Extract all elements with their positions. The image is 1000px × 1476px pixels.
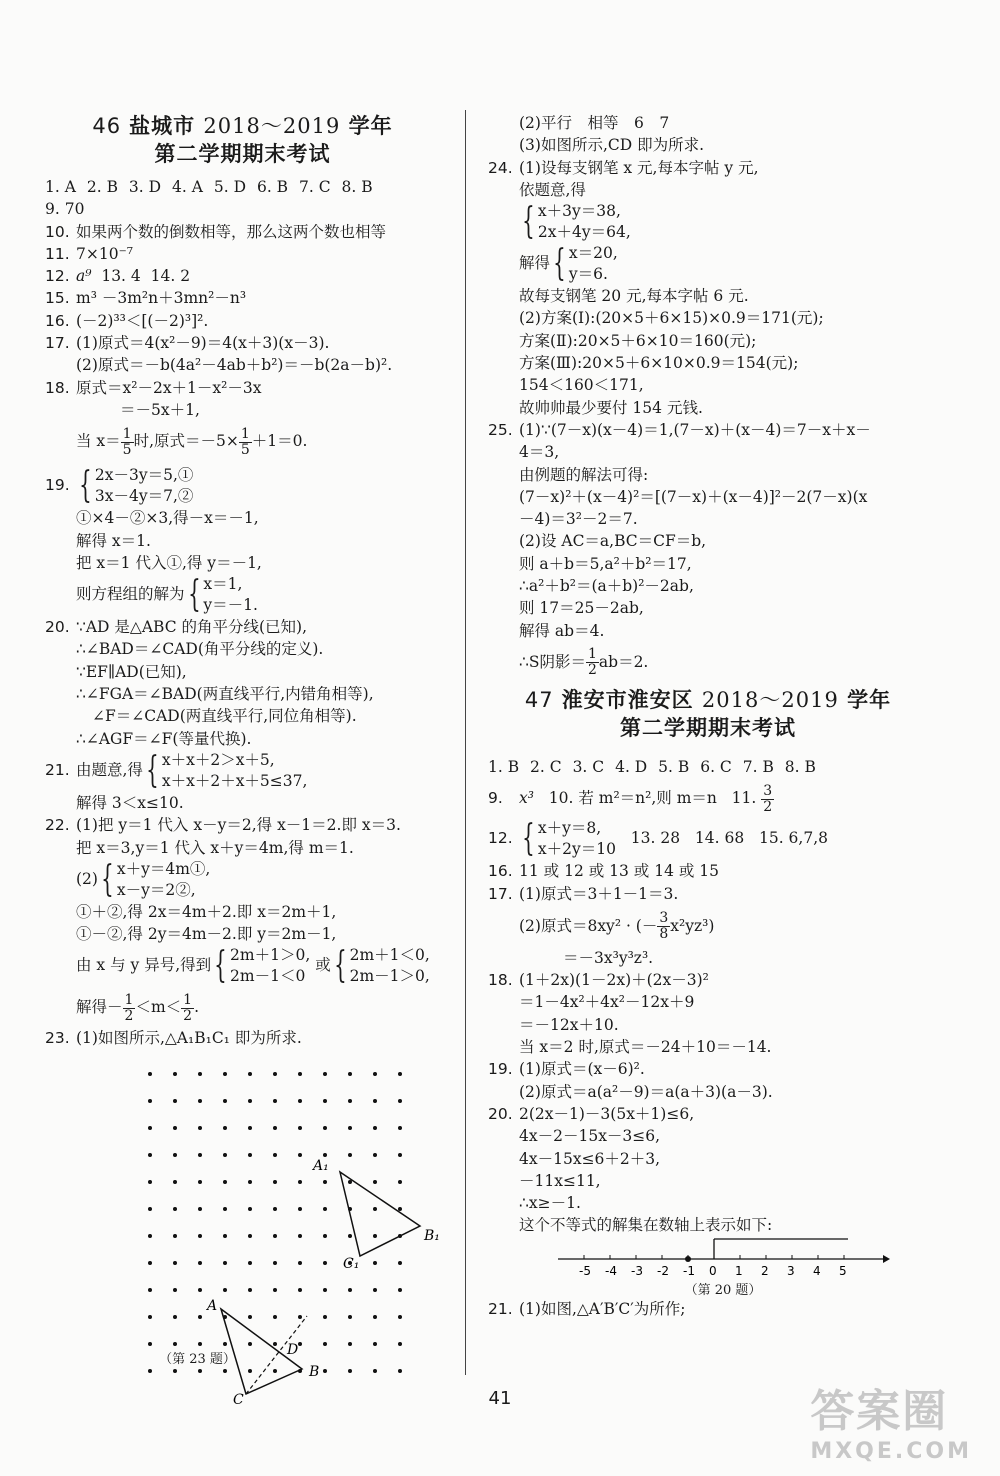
- grid-dot: [223, 1261, 227, 1265]
- grid-dot: [223, 1126, 227, 1130]
- grid-dot: [198, 1153, 202, 1157]
- grid-dot: [398, 1180, 402, 1184]
- grid-dot: [298, 1207, 302, 1211]
- svg-text:D: D: [287, 1341, 299, 1358]
- grid-dot: [198, 1099, 202, 1103]
- grid-dot: [148, 1288, 152, 1292]
- axis-tick-label: -1: [683, 1263, 695, 1278]
- grid-dot: [373, 1207, 377, 1211]
- grid-dot: [248, 1126, 252, 1130]
- axis-tick-label: -3: [631, 1263, 643, 1278]
- grid-dot: [173, 1342, 177, 1346]
- axis-tick-label: 2: [761, 1263, 769, 1278]
- grid-dot: [148, 1207, 152, 1211]
- answer-24h: 154＜160＜171,: [519, 376, 644, 395]
- grid-dot: [248, 1315, 252, 1319]
- axis-tick-label: -2: [657, 1263, 669, 1278]
- answer-18c: 当 x＝ $\frac{1}{5}$ 时,原式＝－5× $\frac{1}{5}$ ＋1＝0.: [76, 425, 308, 458]
- answer-19c: 把 x＝1 代入①,得 y＝－1,: [76, 553, 262, 572]
- title-suffix: 学年: [348, 113, 393, 138]
- grid-dot: [323, 1315, 327, 1319]
- grid-dot: [173, 1315, 177, 1319]
- axis-tick-label: 5: [839, 1263, 847, 1278]
- grid-dot: [373, 1342, 377, 1346]
- grid-dot: [148, 1315, 152, 1319]
- grid-dot: [348, 1234, 352, 1238]
- answer-23-3: (3)如图所示,CD 即为所求.: [519, 136, 705, 155]
- answer-25i: 则 17＝25－2ab,: [519, 599, 644, 618]
- title-place: 盐城市: [129, 113, 196, 138]
- grid-dot: [148, 1261, 152, 1265]
- answer-47-18c: ＝－12x＋10.: [519, 1015, 619, 1034]
- grid-dot: [273, 1207, 277, 1211]
- watermark-logo: 答案圈 MXQE.COM: [810, 1386, 972, 1464]
- grid-dot: [398, 1369, 402, 1373]
- answer-24i: 故帅帅最少要付 154 元钱.: [519, 398, 703, 417]
- grid-dot: [248, 1180, 252, 1184]
- figure-20-caption: （第 20 题）: [684, 1282, 762, 1298]
- answer-24a: 24. (1)设每支钢笔 x 元,每本字帖 y 元,: [488, 158, 759, 177]
- answer-15: 15. m³ －3m²n＋3mn²－n³: [45, 289, 247, 308]
- grid-dot: [373, 1369, 377, 1373]
- grid-dot: [248, 1261, 252, 1265]
- answer-24f: 方案(Ⅱ):20×5＋6×10＝160(元);: [519, 331, 757, 350]
- grid-dot: [223, 1153, 227, 1157]
- svg-text:B: B: [309, 1363, 320, 1380]
- axis-tick-label: 0: [709, 1263, 717, 1278]
- answer-47-16: 16. 11 或 12 或 13 或 14 或 15: [488, 862, 720, 881]
- mc-answer: 1. A: [45, 178, 76, 196]
- section-46-title: [45, 112, 440, 140]
- mc-answers-row-47: [488, 756, 928, 778]
- grid-dot: [198, 1072, 202, 1076]
- grid-dot: [198, 1342, 202, 1346]
- grid-dot: [348, 1153, 352, 1157]
- grid-dot: [223, 1207, 227, 1211]
- answer-47-19a: 19. (1)原式＝(x－6)².: [488, 1060, 645, 1079]
- answer-22d: ①＋②,得 2x＝4m＋2.即 x＝2m＋1,: [76, 902, 337, 921]
- grid-dot: [348, 1072, 352, 1076]
- grid-dot: [223, 1180, 227, 1184]
- grid-dot: [223, 1234, 227, 1238]
- answer-22a: 22. (1)把 y＝1 代入 x－y＝2,得 x－1＝2.即 x＝3.: [45, 816, 401, 835]
- grid-dot: [298, 1288, 302, 1292]
- grid-dot: [223, 1288, 227, 1292]
- answer-24d: 故每支钢笔 20 元,每本字帖 6 元.: [519, 287, 749, 306]
- answer-24e: (2)方案(Ⅰ):(20×5＋6×15)×0.9＝171(元);: [519, 309, 824, 328]
- grid-dot: [148, 1126, 152, 1130]
- grid-dot: [373, 1315, 377, 1319]
- grid-dot: [273, 1180, 277, 1184]
- grid-dot: [398, 1288, 402, 1292]
- grid-dot: [248, 1099, 252, 1103]
- answer-20c: ∵EF∥AD(已知),: [76, 662, 187, 681]
- mc-answers-row: [45, 176, 440, 198]
- right-column: [488, 112, 928, 1320]
- grid-dot: [148, 1072, 152, 1076]
- grid-dot: [173, 1261, 177, 1265]
- title-year: 2018～2019: [203, 114, 341, 138]
- grid-dot: [148, 1153, 152, 1157]
- column-divider: [465, 110, 466, 1375]
- grid-dot: [198, 1288, 202, 1292]
- grid-dot: [173, 1126, 177, 1130]
- answer-47-17b: (2)原式＝8xy² · (－ $\frac{3}{8}$ x²yz³): [519, 910, 715, 943]
- solution-endpoint: [685, 1256, 691, 1262]
- grid-dot: [173, 1072, 177, 1076]
- answer-22e: ①－②,得 2y＝4m－2.即 y＝2m－1,: [76, 925, 337, 944]
- mc-answer: 2. B: [86, 178, 118, 196]
- grid-dot: [248, 1369, 252, 1373]
- grid-dot: [273, 1288, 277, 1292]
- answer-25a: 25. (1)∵(7－x)(x－4)＝1,(7－x)＋(x－4)＝7－x＋x－: [488, 420, 871, 439]
- mc-answer: 8. B: [341, 178, 373, 196]
- grid-dot: [273, 1153, 277, 1157]
- answer-20d: ∴∠FGA＝∠BAD(两直线平行,内错角相等),: [76, 685, 374, 704]
- axis-tick-label: -5: [579, 1263, 591, 1278]
- answer-19-system: 19. { 2x－3y＝5,① 3x－4y＝7,②: [45, 465, 194, 507]
- svg-text:C₁: C₁: [343, 1255, 360, 1272]
- grid-dot: [298, 1072, 302, 1076]
- grid-dot: [398, 1099, 402, 1103]
- grid-dot: [398, 1207, 402, 1211]
- section-number: 47: [524, 687, 554, 712]
- grid-dot: [173, 1207, 177, 1211]
- answer-23: 23. (1)如图所示,△A₁B₁C₁ 即为所求.: [45, 1029, 302, 1048]
- grid-dot: [148, 1099, 152, 1103]
- answer-16: 16. (－2)³³＜[(－2)³]².: [45, 311, 209, 330]
- grid-dot: [323, 1288, 327, 1292]
- answer-24-system: { x＋3y＝38, 2x＋4y＝64,: [522, 201, 631, 243]
- axis-tick-label: 1: [735, 1263, 743, 1278]
- grid-dot: [198, 1315, 202, 1319]
- grid-dot: [373, 1234, 377, 1238]
- mc-answer: 3. D: [128, 178, 162, 196]
- grid-dot: [223, 1369, 227, 1373]
- grid-dot: [198, 1234, 202, 1238]
- section-number: 46: [92, 114, 122, 138]
- answer-21b: 解得 3＜x≤10.: [76, 793, 184, 812]
- answer-20a: 20. ∵AD 是△ABC 的角平分线(已知),: [45, 618, 308, 637]
- mc-answer: 6. B: [256, 178, 289, 196]
- grid-dot: [148, 1234, 152, 1238]
- svg-text:B₁: B₁: [424, 1227, 440, 1244]
- grid-dot: [273, 1099, 277, 1103]
- answer-22j: 解得－ $\frac{1}{2}$ ＜m＜ $\frac{1}{2}$ .: [76, 991, 199, 1024]
- answer-18b: ＝－5x＋1,: [120, 400, 200, 419]
- answer-22f: 由 x 与 y 异号,得到{ 2m＋1＞0, 2m－1＜0 或{ 2m＋1＜0, 2m－1＞0,: [76, 945, 430, 987]
- grid-dot: [398, 1126, 402, 1130]
- grid-dot: [298, 1126, 302, 1130]
- answer-17a: 17. (1)原式＝4(x²－9)＝4(x＋3)(x－3).: [45, 334, 330, 353]
- grid-dot: [173, 1180, 177, 1184]
- answer-47-19b: (2)原式＝a(a²－9)＝a(a＋3)(a－3).: [519, 1082, 773, 1101]
- grid-dot: [298, 1153, 302, 1157]
- answer-24g: 方案(Ⅲ):20×5＋6×10×0.9＝154(元);: [519, 354, 799, 373]
- answer-47-20a: 20. 2(2x－1)－3(5x＋1)≤6,: [488, 1104, 695, 1123]
- answer-47-20e: ∴x≥－1.: [519, 1194, 581, 1213]
- answer-47-20c: 4x－15x≤6＋2＋3,: [519, 1149, 661, 1168]
- mc-answer: 4. D: [615, 757, 648, 776]
- section-46-subtitle: 第二学期期末考试: [154, 141, 331, 166]
- grid-dot: [273, 1369, 277, 1373]
- grid-dot: [398, 1342, 402, 1346]
- grid-dot: [248, 1207, 252, 1211]
- grid-dot: [323, 1099, 327, 1103]
- section-47-title: 47 淮安市淮安区 2018～2019 学年: [524, 686, 892, 712]
- grid-dot: [298, 1261, 302, 1265]
- answer-47-21: 21. (1)如图,△A′B′C′为所作;: [488, 1299, 686, 1318]
- triangle-a1b1c1: [340, 1172, 420, 1256]
- number-line-figure: [528, 1237, 928, 1279]
- grid-dot: [173, 1369, 177, 1373]
- answer-22b: 把 x＝3,y＝1 代入 x＋y＝4m,得 m＝1.: [76, 838, 354, 857]
- mc-answer: 3. C: [572, 757, 605, 776]
- grid-dot: [323, 1261, 327, 1265]
- left-column: [45, 112, 440, 1408]
- figure-23-caption: （第 23 题）: [159, 1351, 236, 1367]
- mc-answer: 1. B: [488, 757, 520, 776]
- grid-dot: [373, 1180, 377, 1184]
- grid-dot: [273, 1315, 277, 1319]
- grid-dot: [323, 1072, 327, 1076]
- grid-dot: [348, 1288, 352, 1292]
- grid-dot: [373, 1126, 377, 1130]
- answer-47-12-15: 12. { x＋y＝8, x＋2y＝10 13. 28 14. 68 15. 6,7,8: [488, 818, 828, 860]
- grid-dot: [223, 1342, 227, 1346]
- mc-answer: 5. B: [658, 757, 690, 776]
- grid-dot: [298, 1315, 302, 1319]
- axis-tick-label: 4: [813, 1263, 821, 1278]
- answer-24c: 解得{ x＝20, y＝6.: [519, 243, 618, 285]
- answer-20e: ∠F＝∠CAD(两直线平行,同位角相等).: [92, 707, 357, 726]
- grid-dot: [273, 1234, 277, 1238]
- grid-dot: [148, 1180, 152, 1184]
- grid-dot: [348, 1369, 352, 1373]
- answer-25h: ∴a²＋b²＝(a＋b)²－2ab,: [519, 577, 694, 596]
- grid-dot: [298, 1099, 302, 1103]
- answer-47-18d: 当 x＝2 时,原式＝－24＋10＝－14.: [519, 1038, 772, 1057]
- axis-tick-label: 3: [787, 1263, 795, 1278]
- grid-dot: [323, 1369, 327, 1373]
- page-number: 41: [488, 1388, 512, 1409]
- grid-dot: [148, 1369, 152, 1373]
- answer-25f: (2)设 AC＝a,BC＝CF＝b,: [519, 532, 707, 551]
- mc-answer: 8. B: [784, 757, 816, 776]
- grid-dot: [173, 1234, 177, 1238]
- grid-dot: [248, 1153, 252, 1157]
- mc-answer: 7. C: [299, 178, 331, 196]
- answer-47-20f: 这个不等式的解集在数轴上表示如下:: [519, 1216, 773, 1235]
- answer-19a: ①×4－②×3,得－x＝－1,: [76, 509, 259, 528]
- grid-dot: [323, 1180, 327, 1184]
- grid-dot: [348, 1126, 352, 1130]
- grid-dot: [198, 1369, 202, 1373]
- grid-dot: [273, 1126, 277, 1130]
- answer-21a: 21. 由题意,得{ x＋x＋2＞x＋5, x＋x＋2＋x＋5≤37,: [45, 749, 308, 791]
- grid-dot: [198, 1180, 202, 1184]
- axis-tick-label: -4: [605, 1263, 617, 1278]
- answer-47-17c: ＝－3x³y³z³.: [563, 948, 654, 967]
- grid-dot: [173, 1099, 177, 1103]
- answer-25c: 由例题的解法可得:: [519, 465, 649, 484]
- mc-answer: 4. A: [172, 178, 203, 196]
- answer-9: 9. 70: [45, 200, 85, 219]
- mc-answer: 6. C: [700, 757, 732, 776]
- answer-18a: 18. 原式＝x²－2x＋1－x²－3x: [45, 378, 262, 397]
- grid-dot: [348, 1099, 352, 1103]
- grid-dot: [348, 1342, 352, 1346]
- answer-47-9-11: 9. x³ 10. 若 m²＝n²,则 m＝n 11. $\frac{3}{2}$: [488, 782, 773, 815]
- grid-dot: [298, 1234, 302, 1238]
- answer-19d: 则方程组的解为{ x＝1, y＝－1.: [76, 574, 258, 616]
- grid-dot: [173, 1288, 177, 1292]
- grid-dot: [398, 1072, 402, 1076]
- grid-dot: [173, 1153, 177, 1157]
- section-47-subtitle: 第二学期期末考试: [620, 714, 796, 740]
- grid-dot: [248, 1072, 252, 1076]
- answer-10: 10. 如果两个数的倒数相等，那么这两个数也相等: [45, 222, 387, 241]
- answer-47-18b: ＝1－4x²＋4x²－12x＋9: [519, 993, 695, 1012]
- svg-text:C: C: [233, 1391, 244, 1408]
- answer-24b: 依题意,得: [519, 180, 586, 199]
- grid-dot: [373, 1261, 377, 1265]
- grid-dot: [323, 1126, 327, 1130]
- mc-answer: 7. B: [742, 757, 774, 776]
- grid-dot: [198, 1126, 202, 1130]
- answer-25d: (7－x)²＋(x－4)²＝[(7－x)＋(x－4)]²－2(7－x)(x: [519, 487, 868, 506]
- grid-dot: [273, 1072, 277, 1076]
- grid-dot: [398, 1315, 402, 1319]
- grid-dot: [223, 1072, 227, 1076]
- grid-dot: [373, 1072, 377, 1076]
- answer-47-20b: 4x－2－15x－3≤6,: [519, 1127, 661, 1146]
- answer-47-20d: －11x≤11,: [519, 1171, 601, 1190]
- answer-17b: (2)原式＝－b(4a²－4ab＋b²)＝－b(2a－b)².: [76, 356, 393, 375]
- grid-dot: [273, 1261, 277, 1265]
- grid-dot: [248, 1234, 252, 1238]
- answer-25b: 4＝3,: [519, 443, 560, 462]
- answer-25k: ∴S阴影＝ $\frac{1}{2}$ ab＝2.: [519, 646, 649, 679]
- grid-dot: [273, 1342, 277, 1346]
- grid-dot: [198, 1207, 202, 1211]
- answer-20f: ∴∠AGF＝∠F(等量代换).: [76, 729, 252, 748]
- grid-dot: [148, 1342, 152, 1346]
- grid-dot: [323, 1234, 327, 1238]
- grid-dot: [198, 1261, 202, 1265]
- grid-dot: [323, 1153, 327, 1157]
- grid-dot: [248, 1288, 252, 1292]
- grid-dot: [348, 1180, 352, 1184]
- answer-22c: (2){ x＋y＝4m①, x－y＝2②,: [76, 858, 211, 900]
- answer-47-18a: 18. (1＋2x)(1－2x)＋(2x－3)²: [488, 971, 709, 990]
- svg-text:A₁: A₁: [313, 1157, 329, 1174]
- mc-answer: 5. D: [213, 178, 247, 196]
- grid-dot: [323, 1342, 327, 1346]
- answer-11: 11. 7×10⁻⁷: [45, 244, 133, 263]
- answer-25j: 解得 ab＝4.: [519, 621, 605, 640]
- answer-12-14: 12. a⁹ 13. 4 14. 2: [45, 267, 191, 286]
- answer-19b: 解得 x＝1.: [76, 531, 151, 550]
- grid-dot: [223, 1099, 227, 1103]
- mc-answer: 2. C: [530, 757, 562, 776]
- answer-20b: ∴∠BAD＝∠CAD(角平分线的定义).: [76, 640, 324, 659]
- svg-text:A: A: [207, 1297, 218, 1314]
- grid-dot: [323, 1207, 327, 1211]
- grid-dot: [298, 1180, 302, 1184]
- grid-dot: [398, 1261, 402, 1265]
- answer-23-2: (2)平行 相等 6 7: [519, 114, 670, 132]
- grid-dot: [348, 1315, 352, 1319]
- grid-dot: [398, 1153, 402, 1157]
- grid-dot: [373, 1153, 377, 1157]
- grid-dot: [373, 1288, 377, 1292]
- grid-dot: [248, 1342, 252, 1346]
- answer-25e: －4)＝3²－2＝7.: [519, 510, 638, 529]
- grid-dot: [298, 1342, 302, 1346]
- grid-dot: [373, 1099, 377, 1103]
- answer-47-17a: 17. (1)原式＝3＋1－1＝3.: [488, 884, 679, 903]
- answer-25g: 则 a＋b＝5,a²＋b²＝17,: [519, 554, 692, 573]
